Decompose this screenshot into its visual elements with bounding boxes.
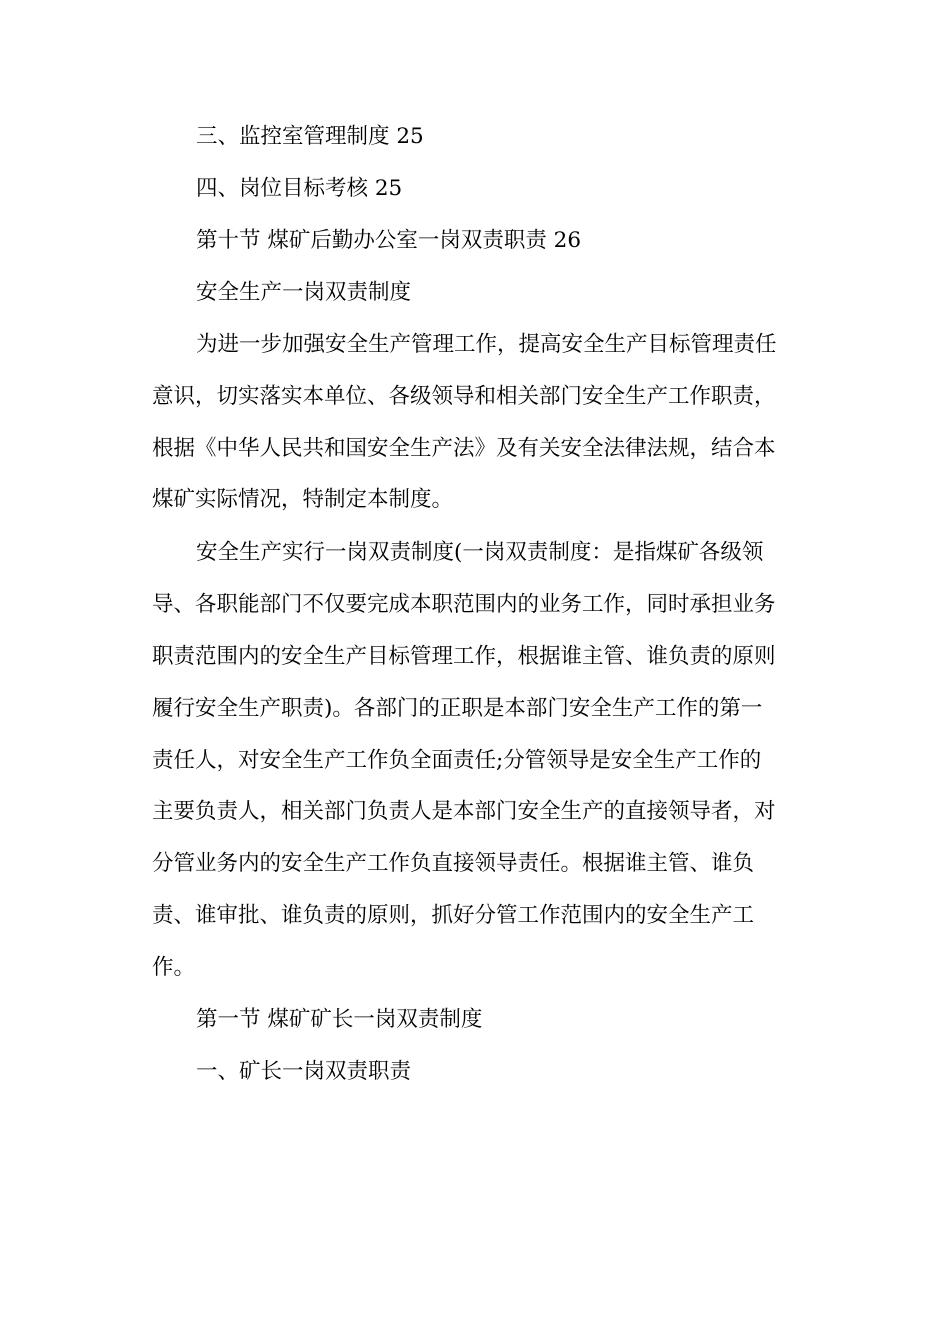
- section-heading: 第一节 煤矿矿长一岗双责制度: [196, 1007, 483, 1032]
- paragraph-line: 煤矿实际情况，特制定本制度。: [152, 487, 454, 512]
- subsection-heading: 一、矿长一岗双责职责: [196, 1059, 412, 1084]
- paragraph-line: 根据《中华人民共和国安全生产法》及有关安全法律法规，结合本: [152, 436, 776, 461]
- paragraph-line: 为进一步加强安全生产管理工作，提高安全生产目标管理责任: [196, 332, 777, 357]
- toc-line: 第十节 煤矿后勤办公室一岗双责职责 26: [196, 228, 582, 253]
- toc-line: 四、岗位目标考核 25: [196, 176, 403, 201]
- paragraph-line: 作。: [152, 955, 196, 980]
- paragraph-line: 意识，切实落实本单位、各级领导和相关部门安全生产工作职责，: [152, 384, 776, 409]
- paragraph-line: 责、谁审批、谁负责的原则，抓好分管工作范围内的安全生产工: [152, 903, 755, 928]
- paragraph-line: 安全生产实行一岗双责制度(一岗双责制度：是指煤矿各级领: [196, 540, 764, 565]
- paragraph-line: 责任人，对安全生产工作负全面责任;分管领导是安全生产工作的: [152, 748, 762, 773]
- paragraph-line: 职责范围内的安全生产目标管理工作，根据谁主管、谁负责的原则: [152, 644, 776, 669]
- paragraph-line: 导、各职能部门不仅要完成本职范围内的业务工作，同时承担业务: [152, 592, 776, 617]
- toc-line: 三、监控室管理制度 25: [196, 124, 424, 149]
- paragraph-line: 分管业务内的安全生产工作负直接领导责任。根据谁主管、谁负: [152, 851, 755, 876]
- paragraph-line: 履行安全生产职责)。各部门的正职是本部门安全生产工作的第一: [152, 696, 763, 721]
- document-title: 安全生产一岗双责制度: [196, 280, 412, 305]
- paragraph-line: 主要负责人，相关部门负责人是本部门安全生产的直接领导者，对: [152, 799, 776, 824]
